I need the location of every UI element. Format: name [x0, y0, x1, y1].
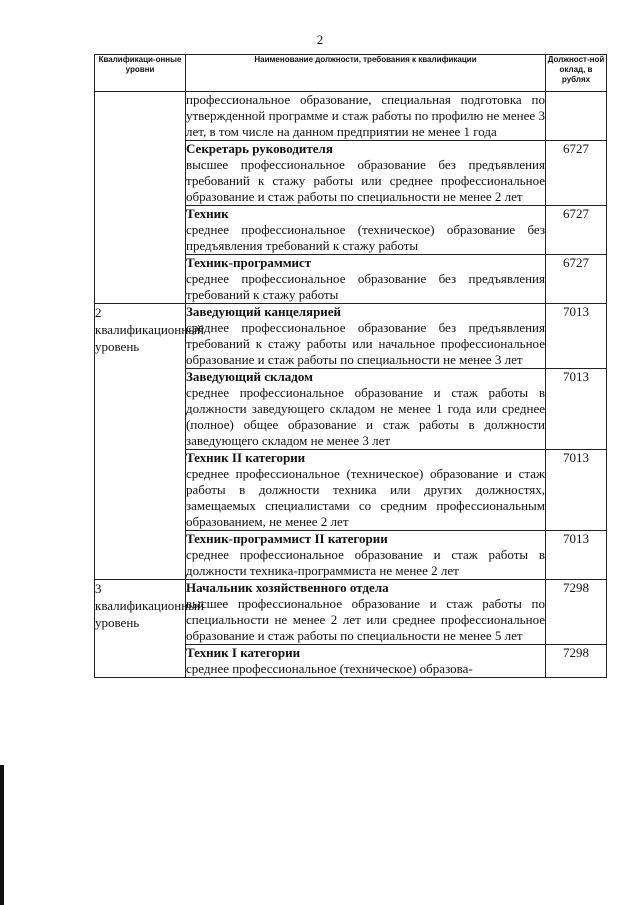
position-description-cell — [186, 92, 546, 141]
position-title: Техник I категории — [186, 645, 301, 660]
header-salary: Должност-ной оклад, в рублях — [546, 55, 607, 92]
position-requirements: среднее профессиональное образование и стаж работы в должности заведующего складом не менее 1 года или среднее (полное) общее образование и стаж работы в должности заведующего складом не менее 3 лет — [186, 385, 545, 448]
salary-cell: 7013 — [546, 450, 607, 531]
position-requirements: высшее профессиональное образование без предъявления требований к стажу работы или среднее профессиональное образование и стаж работы по специальности не менее 2 лет — [186, 157, 545, 204]
position-requirements: среднее профессиональное (техническое) образование и стаж работы в должности техника или других должностях, замещаемых специалистами со средним профессиональным образованием, не менее 2 лет — [186, 466, 545, 529]
position-title: Заведующий складом — [186, 369, 313, 384]
position-title: Техник-программист II категории — [186, 531, 388, 546]
salary-cell: 6727 — [546, 206, 607, 255]
salary-cell — [546, 92, 607, 141]
position-description-cell — [186, 580, 546, 645]
salary-cell: 7013 — [546, 304, 607, 369]
qualification-level-cell — [95, 92, 186, 304]
scan-edge-mark — [0, 765, 4, 905]
position-description-cell — [186, 255, 546, 304]
position-title: Заведующий канцелярией — [186, 304, 342, 319]
table-row — [95, 304, 607, 369]
position-description-cell — [186, 531, 546, 580]
salary-cell: 6727 — [546, 141, 607, 206]
qualification-table — [94, 54, 607, 678]
position-requirements: профессиональное образование, специальная подготовка по утвержденной программе и стаж работы по профилю не менее 3 лет, в том числе на данном предприятии не менее 1 года — [186, 92, 545, 139]
header-position-requirements: Наименование должности, требования к квалификации — [186, 55, 546, 92]
position-requirements: среднее профессиональное (техническое) образование без предъявления требований к стажу работы — [186, 222, 545, 253]
position-title: Техник-программист — [186, 255, 312, 270]
position-title: Техник — [186, 206, 229, 221]
position-requirements: среднее профессиональное образование без предъявления требований к стажу работы или начальное профессиональное образование и стаж работы по специальности не менее 3 лет — [186, 320, 545, 367]
header-qualification-level: Квалификаци-онные уровни — [95, 55, 186, 92]
salary-cell: 7298 — [546, 580, 607, 645]
table-row — [95, 92, 607, 141]
position-title: Секретарь руководителя — [186, 141, 333, 156]
position-description-cell — [186, 304, 546, 369]
position-description-cell — [186, 450, 546, 531]
table-row — [95, 580, 607, 645]
position-description-cell — [186, 369, 546, 450]
qualification-level-cell: 2 квалификационный уровень — [95, 304, 186, 580]
qualification-level-cell: 3 квалификационный уровень — [95, 580, 186, 678]
position-description-cell — [186, 206, 546, 255]
position-description-cell — [186, 141, 546, 206]
page-number: 2 — [316, 32, 324, 47]
table-header-row — [95, 55, 607, 92]
position-title: Техник II категории — [186, 450, 306, 465]
position-description-cell — [186, 645, 546, 678]
salary-cell: 7298 — [546, 645, 607, 678]
position-requirements: среднее профессиональное (техническое) образова- — [186, 661, 473, 676]
salary-cell: 7013 — [546, 369, 607, 450]
position-requirements: среднее профессиональное образование и стаж работы в должности техника-программиста не менее 2 лет — [186, 547, 545, 578]
salary-cell: 7013 — [546, 531, 607, 580]
position-requirements: среднее профессиональное образование без предъявления требований к стажу работы — [186, 271, 545, 302]
position-requirements: высшее профессиональное образование и стаж работы по специальности не менее 2 лет или среднее профессиональное образование и стаж работы по специальности не менее 5 лет — [186, 596, 545, 643]
salary-cell: 6727 — [546, 255, 607, 304]
position-title: Начальник хозяйственного отдела — [186, 580, 389, 595]
